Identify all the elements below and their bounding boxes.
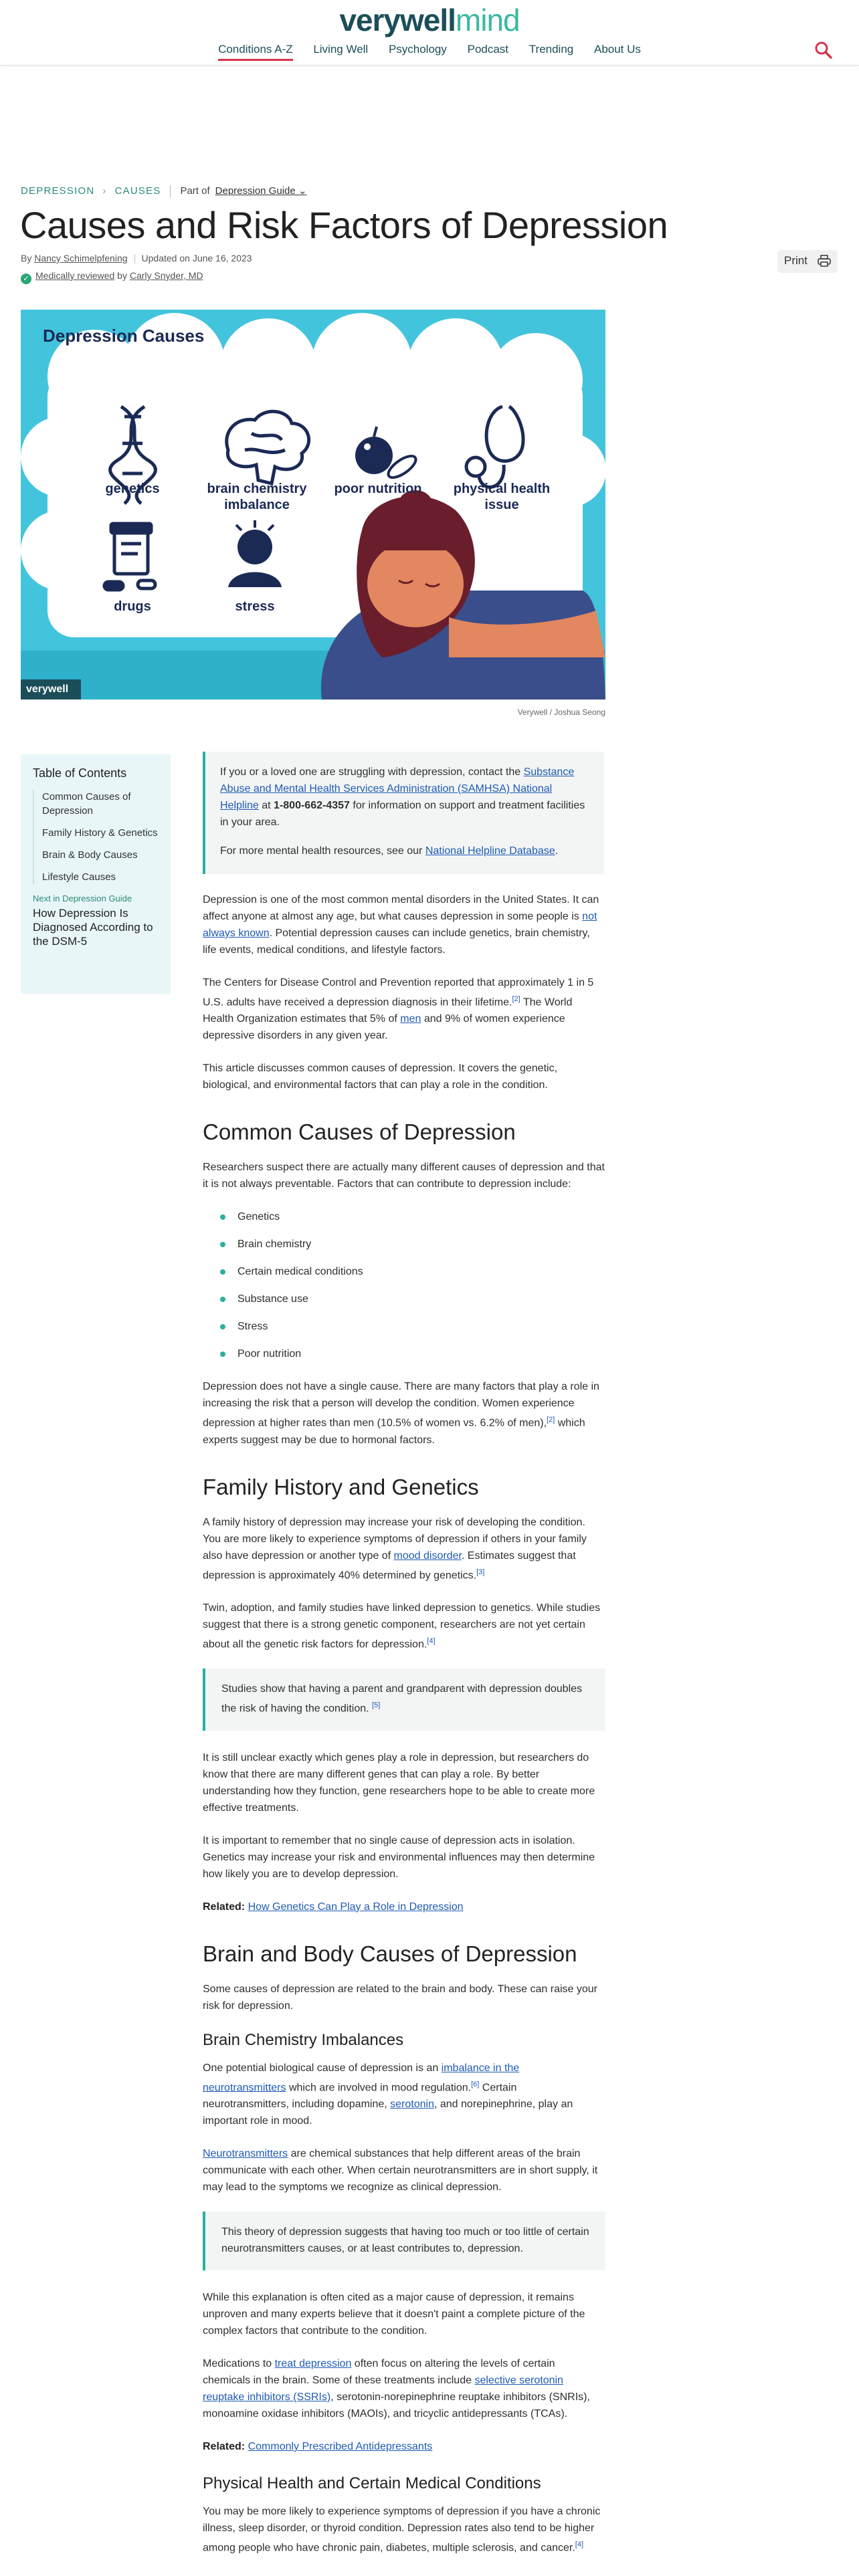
brain-paragraph-1: Some causes of depression are related to the brain and body. These can raise your risk for depression. (203, 1983, 597, 2012)
neurotransmitter-imbalance-link[interactable]: imbalance in the neurotransmitters (203, 2062, 520, 2093)
verywell-badge: verywell (21, 679, 81, 700)
hero-title: Depression Causes (43, 326, 205, 346)
chevron-down-icon: ⌄ (298, 185, 307, 197)
common-paragraph-2: Depression does not have a single cause. There are many factors that play a role in increasing the risk that a person will develop the condition. Women experience depression at higher rates than men (10.5% of women vs. 6.2% of men),[2] which experts suggest may be due to hormonal factors. (203, 1381, 599, 1446)
serotonin-link[interactable]: serotonin (390, 2098, 434, 2110)
guide-dropdown[interactable] (215, 185, 307, 197)
brain-paragraph-3: Neurotransmitters are chemical substances that help different areas of the brain communicate with each other. When certain neurotransmitters are in short supply, it may lead to the symptoms we recognize as clinical depression. (203, 2147, 598, 2193)
breadcrumb-divider (170, 185, 171, 197)
byline (21, 253, 252, 263)
list-item: Certain medical conditions (220, 1263, 605, 1280)
nav-podcast[interactable]: Podcast (467, 43, 509, 56)
toc-title: Table of Contents (33, 766, 127, 780)
common-paragraph-1: Researchers suspect there are actually many different causes of depression and that it is not always preventable. Factors that can contribute to depression include: (203, 1162, 605, 1190)
brain-paragraph-4: While this explanation is often cited as a major cause of depression, it remains unproven and many experts believe that it doesn't paint a complete picture of the complex factors that contribute to the condition. (203, 2291, 585, 2337)
reviewed-by: by (117, 270, 127, 281)
table-of-contents (21, 754, 171, 994)
list-item: Substance use (220, 1291, 605, 1307)
family-paragraph-2: Twin, adoption, and family studies have linked depression to genetics. While studies suggest that there is a strong genetic component, researchers are not yet certain about all the genetic risk factors for depression.[4] (203, 1602, 601, 1650)
nav-trending[interactable]: Trending (529, 43, 574, 56)
next-in-guide-link[interactable]: How Depression Is Diagnosed According to the DSM-5 (33, 907, 153, 948)
nav-living-well[interactable]: Living Well (313, 43, 369, 56)
neurotransmitters-link[interactable]: Neurotransmitters (203, 2147, 288, 2159)
list-item: Genetics (220, 1208, 605, 1225)
ssri-link[interactable]: selective serotonin reuptake inhibitors (SSRIs) (203, 2374, 563, 2403)
toc-item-brain-body[interactable]: Brain & Body Causes (42, 849, 138, 861)
reviewer-link[interactable]: Carly Snyder, MD (129, 270, 203, 281)
causes-list (220, 1208, 605, 1362)
related-genetics: Related: How Genetics Can Play a Role in Depression (203, 1901, 464, 1913)
guide-dropdown-label: Depression Guide (215, 185, 296, 197)
related-antidepressants-link[interactable]: Commonly Prescribed Antidepressants (248, 2440, 433, 2452)
toc-item-common-causes[interactable]: Common Causes of Depression (42, 791, 131, 817)
samhsa-link[interactable]: Substance Abuse and Mental Health Services Administration (SAMHSA) National Helpline (220, 766, 575, 811)
label-genetics: genetics (105, 481, 160, 496)
mood-disorder-link[interactable]: mood disorder (393, 1549, 462, 1562)
subheading-brain-chemistry: Brain Chemistry Imbalances (203, 2030, 404, 2049)
main-nav (0, 43, 859, 61)
citation[interactable]: [2] (547, 1416, 555, 1424)
citation[interactable]: [3] (476, 1568, 485, 1576)
heading-family-history: Family History and Genetics (203, 1474, 479, 1499)
part-of-label: Part of (180, 185, 210, 197)
list-item: Poor nutrition (220, 1346, 605, 1362)
citation[interactable]: [4] (427, 1636, 436, 1645)
hero-illustration (21, 310, 605, 700)
label-stress: stress (235, 599, 275, 614)
not-always-known-link[interactable]: not always known (203, 911, 597, 939)
intro-paragraph-1: Depression is one of the most common mental disorders in the United States. It can affect anyone at almost any age, but what causes depression in some people is not always known. Potential depression causes can include genetics, brain chemistry, life events, medical conditions, and lifestyle factors. (203, 894, 599, 956)
search-icon[interactable] (814, 40, 834, 60)
heading-brain-body: Brain and Body Causes of Depression (203, 1941, 577, 1966)
next-in-guide-label: Next in Depression Guide (33, 893, 132, 903)
print-button[interactable] (777, 250, 838, 273)
family-callout: Studies show that having a parent and grandparent with depression doubles the risk of having the condition. [5] (203, 1669, 605, 1730)
toc-list (33, 790, 161, 884)
nav-about-us[interactable]: About Us (593, 43, 641, 56)
byline-divider (134, 254, 135, 263)
citation[interactable]: [6] (471, 2080, 480, 2088)
citation[interactable]: [4] (575, 2540, 584, 2549)
checkmark-icon: ✓ (21, 274, 31, 284)
helpline-database-link[interactable]: National Helpline Database (425, 845, 555, 857)
site-logo[interactable] (0, 1, 859, 39)
chevron-right-icon: › (102, 185, 107, 197)
author-link[interactable]: Nancy Schimelpfening (34, 253, 128, 263)
print-label: Print (784, 254, 807, 267)
breadcrumb (21, 185, 306, 197)
related-genetics-link[interactable]: How Genetics Can Play a Role in Depression (248, 1901, 464, 1913)
label-physical-health: physical health issue (453, 481, 551, 512)
medical-review (21, 270, 203, 284)
byline-by: By (21, 253, 32, 263)
list-item: Brain chemistry (220, 1236, 605, 1253)
nav-psychology[interactable]: Psychology (388, 43, 447, 56)
helpline-database-text: For more mental health resources, see our National Helpline Database. (220, 845, 559, 857)
article-body (203, 752, 605, 2572)
heading-common-causes: Common Causes of Depression (203, 1119, 516, 1145)
subheading-physical-health: Physical Health and Certain Medical Conditions (203, 2474, 541, 2492)
intro-paragraph-2: The Centers for Disease Control and Prevention reported that approximately 1 in 5 U.S. adults have received a depression diagnosis in their lifetime.[2] The World Health Organization estimates that 5% of men and 9% of women experience depressive disorders in any given year. (203, 977, 594, 1042)
printer-icon (818, 255, 831, 267)
toc-item-lifestyle[interactable]: Lifestyle Causes (42, 871, 116, 883)
men-link[interactable]: men (400, 1013, 421, 1025)
breadcrumb-depression[interactable]: DEPRESSION (21, 185, 95, 197)
logo-brand: verywell (339, 3, 456, 37)
citation[interactable]: [2] (512, 995, 520, 1003)
related-antidepressants: Related: Commonly Prescribed Antidepressants (203, 2440, 433, 2452)
helpline-box (203, 752, 604, 874)
nav-conditions[interactable]: Conditions A-Z (218, 43, 293, 61)
list-item: Stress (220, 1318, 605, 1335)
intro-paragraph-3: This article discusses common causes of depression. It covers the genetic, biological, and environmental factors that can play a role in the condition. (203, 1063, 558, 1091)
family-paragraph-4: It is important to remember that no single cause of depression acts in isolation. Genetics may increase your risk and environmental influences may then determine how likely you are to develop depression. (203, 1834, 595, 1880)
updated-date: Updated on June 16, 2023 (141, 253, 252, 263)
brain-callout: This theory of depression suggests that having too much or too little of certain neurotransmitters causes, or at least contributes to, depression. (203, 2212, 605, 2270)
citation[interactable]: [5] (372, 1701, 381, 1710)
family-paragraph-3: It is still unclear exactly which genes play a role in depression, but researchers do know that there are many different genes that can play a role. By better understanding how they function, gene researchers hope to be able to create more effective treatments. (203, 1751, 595, 1814)
logo-sub: mind (455, 3, 520, 37)
treat-depression-link[interactable]: treat depression (274, 2357, 352, 2369)
brain-paragraph-5: Medications to treat depression often focus on altering the levels of certain chemicals in the brain. Some of these treatments include selective serotonin reuptake inhibitors (SSRIs), serotonin-norepinephrine reuptake inhibitors (SNRIs), monoamine oxidase inhibitors (MAOIs), and tricyclic antidepressants (TCAs). (203, 2357, 590, 2420)
label-drugs: drugs (114, 599, 151, 614)
page-title: Causes and Risk Factors of Depression (20, 204, 668, 246)
label-poor-nutrition: poor nutrition (334, 481, 422, 496)
brain-paragraph-2: One potential biological cause of depression is an imbalance in the neurotransmitters which are involved in mood regulation.[6] Certain neurotransmitters, including dopamine, serotonin, and norepinephrine, play an important role in mood. (203, 2062, 573, 2127)
label-brain-chemistry: brain chemistry imbalance (207, 481, 307, 512)
site-header (0, 0, 859, 66)
medically-reviewed-link[interactable]: Medically reviewed (35, 270, 115, 281)
helpline-text: If you or a loved one are struggling with depression, contact the Substance Abuse and Mental Health Services Administration (SAMHSA) National Helpline at 1-800-662-4357 for information on support and treatment facilities in your area. (220, 766, 585, 828)
brain-paragraph-6: You may be more likely to experience symptoms of depression if you have a chronic illness, sleep disorder, or thyroid condition. Depression rates also tend to be higher among people who have chronic pain, diabetes, multiple sclerosis, and cancer.[4] (203, 2505, 601, 2554)
breadcrumb-causes[interactable]: CAUSES (114, 185, 161, 197)
helpline-phone[interactable]: 1-800-662-4357 (274, 800, 350, 811)
family-paragraph-1: A family history of depression may increase your risk of developing the condition. You are more likely to experience symptoms of depression if others in your family also have depression or another type of mood disorder. Estimates suggest that depression is approximately 40% determined by genetics.[3] (203, 1516, 587, 1581)
image-caption: Verywell / Joshua Seong (517, 708, 605, 717)
toc-item-family-history[interactable]: Family History & Genetics (42, 827, 158, 839)
